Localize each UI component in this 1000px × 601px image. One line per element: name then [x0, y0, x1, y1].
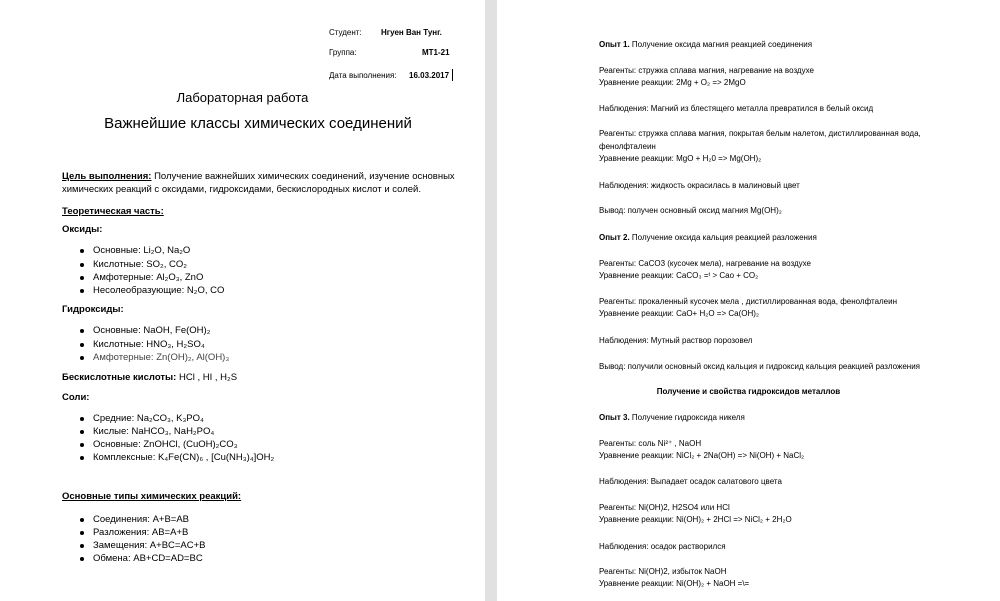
- list-item: Несолеобразующие: N₂O, CO: [93, 285, 225, 296]
- text-line: фенолфталеин: [599, 142, 656, 151]
- list-item: Основные: ZnOHCl, (CuOH)₂CO₃: [93, 439, 238, 450]
- lab-title: Лабораторная работа: [176, 90, 309, 105]
- text-line: Уравнение реакции: Ni(OH)₂ + 2HCl => NiCl₂ + 2H₂O: [599, 515, 792, 524]
- group-value: МТ1-21: [422, 48, 450, 57]
- text-line: Уравнение реакции: NiCl₂ + 2Na(OH) => Ni(OH) + NaCl₂: [599, 451, 805, 460]
- document-page-2: [497, 0, 1000, 601]
- bullet: [80, 417, 84, 421]
- bullet: [80, 557, 84, 561]
- exp3-heading: Опыт 3. Получение гидроксида никеля: [599, 413, 745, 422]
- list-item: Замещения: A+BC=AC+B: [93, 540, 206, 551]
- text-line: Реагенты: стружка сплава магния, покрытая белым налетом, дистиллированная вода,: [599, 129, 921, 138]
- exp2-heading: Опыт 2. Получение оксида кальция реакцией разложения: [599, 233, 817, 242]
- bullet: [80, 456, 84, 460]
- text-line: Уравнение реакции: CaCO₃ =ᵗ > Cao + CO₂: [599, 271, 759, 280]
- text-line: Уравнение реакции: CaO+ H₂O => Ca(OH)₂: [599, 309, 760, 318]
- theory-heading: Теоретическая часть:: [62, 206, 164, 217]
- text-line: Наблюдения: Мутный раствор порозовел: [599, 336, 753, 345]
- list-item: Основные: NaOH, Fe(OH)₂: [93, 325, 211, 336]
- document-page-1: [0, 0, 485, 601]
- bullet: [80, 443, 84, 447]
- bullet: [80, 430, 84, 434]
- acids-label: Бескислотные кислоты:: [62, 372, 177, 383]
- bullet: [80, 289, 84, 293]
- reactions-heading: Основные типы химических реакций:: [62, 491, 242, 502]
- list-item: Комплексные: K₄Fe(CN)₆ , [Cu(NH₃)₄]OH₂: [93, 452, 275, 463]
- list-item: Амфотерные: Zn(OH)₂, Al(OH)₃: [93, 352, 230, 363]
- goal-line-2: химических реакций с оксидами, гидроксидами, бескислородных кислот и солей.: [62, 184, 421, 195]
- date-value: 16.03.2017: [409, 71, 450, 80]
- text-line: Реагенты: CaCO3 (кусочек мела), нагревание на воздухе: [599, 259, 812, 268]
- list-item: Кислые: NaHCO₃, NaH₂PO₄: [93, 426, 215, 437]
- text-line: Наблюдения: Выпадает осадок салатового цвета: [599, 477, 782, 486]
- bullet: [80, 329, 84, 333]
- list-item: Соединения: A+B=AB: [93, 514, 190, 525]
- main-title: Важнейшие классы химических соединений: [104, 115, 412, 132]
- salts-heading: Соли:: [62, 392, 90, 403]
- text-line: Вывод: получен основный оксид магния Mg(OH)₂: [599, 206, 782, 215]
- exp1-heading: Опыт 1. Получение оксида магния реакцией соединения: [599, 40, 813, 49]
- text-line: Вывод: получили основный оксид кальция и гидроксид кальция реакцией разложения: [599, 362, 921, 371]
- text-line: Реагенты: Ni(OH)2, H2SO4 или HCl: [599, 503, 730, 512]
- list-item: Основные: Li₂O, Na₂O: [93, 245, 191, 256]
- text-line: Реагенты: прокаленный кусочек мела , дистиллированная вода, фенолфталеин: [599, 297, 898, 306]
- bullet: [80, 356, 84, 360]
- goal-line-1: Цель выполнения: Получение важнейших химических соединений, изучение основных: [62, 171, 455, 182]
- bullet: [80, 518, 84, 522]
- text-line: Наблюдения: осадок растворился: [599, 542, 726, 551]
- bullet: [80, 343, 84, 347]
- hydroxides-heading: Гидроксиды:: [62, 304, 124, 315]
- bullet: [80, 531, 84, 535]
- list-item: Кислотные: SO₂, CO₂: [93, 259, 187, 270]
- text-line: Уравнение реакции: 2Mg + O₂ => 2MgO: [599, 78, 746, 87]
- text-cursor: [452, 69, 453, 81]
- text-line: Наблюдения: жидкость окрасилась в малиновый цвет: [599, 181, 800, 190]
- text-line: Наблюдения: Магний из блестящего металла превратился в белый оксид: [599, 104, 874, 113]
- date-label: Дата выполнения:: [329, 71, 397, 80]
- list-item: Средние: Na₂CO₃, K₃PO₄: [93, 413, 204, 424]
- student-label: Студент:: [329, 28, 362, 37]
- bullet: [80, 249, 84, 253]
- text-line: Уравнение реакции: Ni(OH)₂ + NaOH =\=: [599, 579, 750, 588]
- list-item: Обмена: AB+CD=AD=BC: [93, 553, 203, 564]
- text-line: Реагенты: Ni(OH)2, избыток NaOH: [599, 567, 727, 576]
- oxides-heading: Оксиды:: [62, 224, 103, 235]
- list-item: Кислотные: HNO₃, H₂SO₄: [93, 339, 205, 350]
- acids-line: Бескислотные кислоты: HCl , HI , H₂S: [62, 372, 238, 383]
- text-line: Уравнение реакции: MgO + H₂0 => Mg(OH)₂: [599, 154, 762, 163]
- goal-label: Цель выполнения:: [62, 171, 152, 182]
- text-line: Реагенты: стружка сплава магния, нагревание на воздухе: [599, 66, 814, 75]
- text-line: Реагенты: соль Ni²⁺ , NaOH: [599, 439, 702, 448]
- list-item: Амфотерные: Al₂O₃, ZnO: [93, 272, 204, 283]
- group-label: Группа:: [329, 48, 357, 57]
- list-item: Разложения: AB=A+B: [93, 527, 189, 538]
- bullet: [80, 276, 84, 280]
- bullet: [80, 263, 84, 267]
- bullet: [80, 544, 84, 548]
- student-value: Нгуен Ван Тунг.: [381, 28, 442, 37]
- section-title: Получение и свойства гидроксидов металлов: [656, 387, 841, 396]
